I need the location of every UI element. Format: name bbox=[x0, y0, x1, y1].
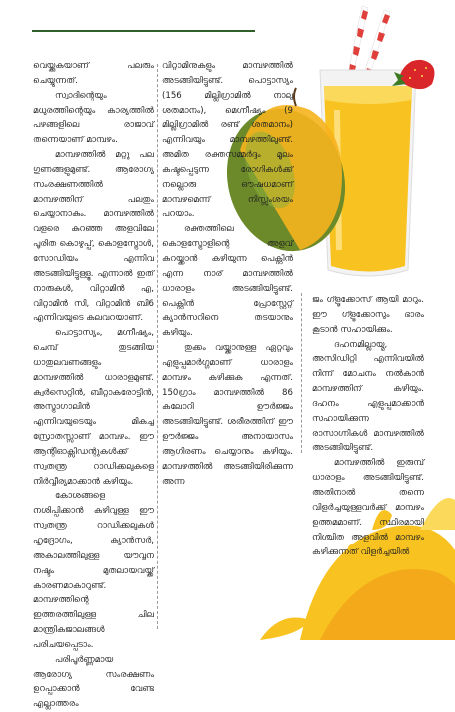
paragraph: പൊട്ടാസ്യം, മഗ്നീഷ്യം, ചെമ്പ് തുടങ്ങിയ ധാതുലവണങ്ങളും മാമ്പഴത്തിൽ ധാരാളമുണ്ട്. ക്വർസെറ്റിൻ, ബീറ്റാകരോട്ടിൻ, അസ്ട്രാഗാലിൻ എന്നിവയുടെയും മികച്ച സ്രോതസ്സാണ് മാമ്പഴം. ഈ ആന്റിഓക്സിഡന്റുകൾക്ക് സ്വതന്ത്ര റാഡിക്കലുകളെ നിർവ്വീര്യമാക്കാൻ കഴിയും. bbox=[33, 328, 154, 487]
paragraph: രക്തത്തിലെ കൊളസ്ട്രോളിന്റെ അളവ് കുറയ്ക്കാൻ കഴിയുന്ന പെക്റ്റിൻ എന്ന നാര് മാമ്പഴത്തിൽ ധാരാളം അടങ്ങിയിട്ടുണ്ട്. പെക്റ്റിൻ പ്രോസ്റ്റേറ്റ് ക്യാൻസറിനെ തടയാനും കഴിയും. bbox=[162, 224, 293, 339]
paragraph: വിറ്റാമിനുകളും മാമ്പഴത്തിൽ അടങ്ങിയിട്ടുണ്ട്. പൊട്ടാസ്യം (156 മില്ലിഗ്രാമിൽ നാലു ശതമാനം), മെഗ്നീഷ്യം (9 മില്ലിഗ്രാമിൽ രണ്ട് ശതമാനം) എന്നിവയും മാമ്പഴത്തിലുണ്ട്. അമിത രക്തസമ്മർദ്ദം മൂലം കഷ്ടപ്പെടുന്ന രോഗികൾക്ക് നല്ലൊരു ഔഷധമാണ് മാമ്പഴമെന്ന് നിസ്സംശയം പറയാം. bbox=[162, 61, 293, 220]
column-divider bbox=[157, 64, 158, 629]
paragraph: പരിപൂർണ്ണമായ ആരോഗ്യ സംരക്ഷണം ഉറപ്പാക്കാൻ വേണ്ട എല്ലാത്തരം bbox=[33, 654, 154, 710]
paragraph: കോശങ്ങളെ നശിപ്പിക്കാൻ കഴിവുള്ള ഈ സ്വതന്ത്ര റാഡിക്കലുകൾ ഹൃദ്രോഗം, ക്യാൻസർ, അകാലത്തിലുള്ള യൗവ്വന നഷ്ടം മുതലായവയ്ക്ക് കാരണമാകാറുണ്ട്. മാമ്പഴത്തിന്റെ ഇത്തരത്തിലുള്ള ചില മാന്ത്രികജാലങ്ങൾ പരിചയപ്പെടാം. bbox=[33, 491, 154, 650]
strawberry-icon bbox=[392, 60, 434, 89]
article-column-1 bbox=[33, 59, 154, 712]
paragraph: ദഹനമില്ലായ്മ, അസിഡിറ്റി എന്നിവയിൽ നിന്ന് മോചനം നൽകാൻ മാമ്പഴത്തിന് കഴിയും. ദഹനം എളുപ്പമാക്കാൻ സഹായിക്കുന്ന രാസാഗ്നികൾ മാമ്പഴത്തിൽ അടങ്ങിയിട്ടുണ്ട്. bbox=[312, 339, 424, 454]
paragraph: ജം ഗ്ളൂക്കോസ് ആയി മാറും. ഈ ഗ്ളൂക്കോസും ഭാരം കൂടാൻ സഹായിക്കും. bbox=[312, 295, 424, 335]
paragraph: മാമ്പഴത്തിൽ ഇരുമ്പ് ധാരാളം അടങ്ങിയിട്ടുണ്ട്. അതിനാൽ തന്നെ വിളർച്ചയുള്ളവർക്ക് മാമ്പഴം ഉത്തമമാണ്. സ്ഥിരമായി നിശ്ചിത അളവിൽ മാമ്പഴം കഴിക്കുന്നത് വിളർച്ചയിൽ bbox=[312, 458, 424, 558]
paragraph: സ്വാദിന്റെയും മധുരത്തിന്റെയും കാര്യത്തിൽ പഴങ്ങളിലെ രാജാവ് തന്നെയാണ് മാമ്പഴം. bbox=[33, 90, 154, 146]
paragraph: മാമ്പഴത്തിൽ മറ്റു പല ഗുണങ്ങളുമുണ്ട്. ആരോഗ്യ സംരക്ഷണത്തിൽ മാമ്പഴത്തിന് പലതും ചെയ്യാനാകും. മാമ്പഴത്തിൽ വളരെ കുറഞ്ഞ അളവിലേ പൂരിത കൊഴുപ്പ്, കൊളസ്ട്രോൾ, സോഡിയം എന്നിവ അടങ്ങിയിട്ടുള്ളൂ. എന്നാൽ ഇത് നാരുകൾ, വിറ്റാമിൻ എ, വിറ്റാമിൻ സി, വിറ്റാമിൻ ബി6 എന്നിവയുടെ കലവറയാണ്. bbox=[33, 150, 154, 324]
article-column-2 bbox=[162, 59, 293, 489]
paragraph: തുക്കം വയ്ക്കാനുള്ള ഏറ്റവും എളുപ്പമാർഗ്ഗമാണ് ധാരാളം മാമ്പഴം കഴിക്കുക എന്നത്. 150ഗ്രാം മാമ്പഴത്തിൽ 86 കലോറി ഊർജ്ജം അടങ്ങിയിട്ടുണ്ട്. ശരീരത്തിന് ഈ ഊർജ്ജം അനായാസം ആഗിരണം ചെയ്യാനും കഴിയും. മാമ്പഴത്തിൽ അടങ്ങിയിരിക്കുന്ന അന്ന bbox=[162, 343, 293, 487]
column-divider bbox=[301, 293, 302, 453]
article-column-3 bbox=[312, 293, 424, 560]
paragraph: വെയ്ക്കുകയാണ് പലരും ചെയ്യുന്നത്. bbox=[33, 61, 154, 86]
